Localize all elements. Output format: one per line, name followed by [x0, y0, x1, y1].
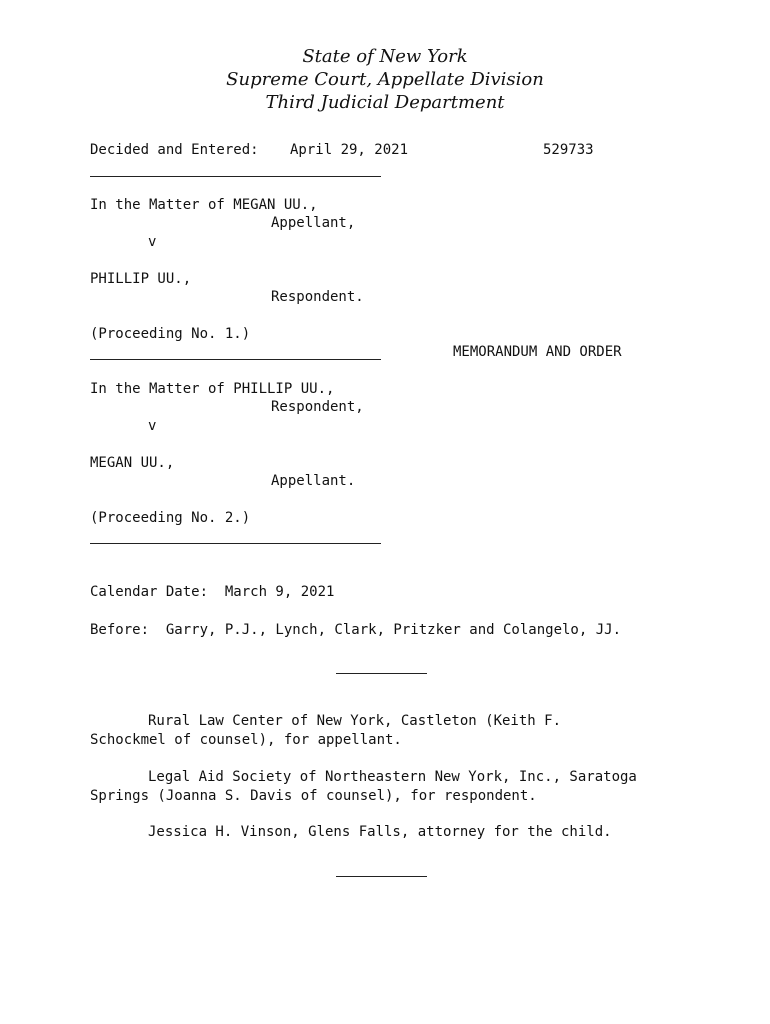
p1-appellant-role: Appellant,: [271, 215, 356, 231]
p2-appellant-name: MEGAN UU.,: [90, 455, 175, 471]
p2-respondent-role: Respondent,: [271, 399, 364, 415]
caption-rule-bottom: [90, 543, 381, 544]
p2-versus: v: [148, 418, 157, 434]
counsel-appellant-line1: Rural Law Center of New York, Castleton (Keith F.: [148, 713, 562, 729]
caption-rule-mid-1: [90, 359, 381, 360]
memorandum-title: MEMORANDUM AND ORDER: [453, 344, 622, 360]
p2-matter: In the Matter of PHILLIP UU.,: [90, 381, 335, 397]
counsel-appellant-line2: Schockmel of counsel), for appellant.: [90, 732, 402, 748]
counsel-child: Jessica H. Vinson, Glens Falls, attorney for the child.: [148, 824, 612, 840]
p2-appellant-role: Appellant.: [271, 473, 356, 489]
court-division: Supreme Court, Appellate Division: [226, 69, 544, 90]
p1-respondent-role: Respondent.: [271, 289, 364, 305]
p1-respondent-name: PHILLIP UU.,: [90, 271, 192, 287]
caption-rule-top: [90, 176, 381, 177]
before-panel: Before: Garry, P.J., Lynch, Clark, Pritzker and Colangelo, JJ.: [90, 622, 622, 638]
p1-versus: v: [148, 234, 157, 250]
p1-matter: In the Matter of MEGAN UU.,: [90, 197, 318, 213]
court-name: State of New York: [302, 46, 468, 67]
p1-label: (Proceeding No. 1.): [90, 326, 251, 342]
p2-label: (Proceeding No. 2.): [90, 510, 251, 526]
calendar-date: Calendar Date: March 9, 2021: [90, 584, 335, 600]
decided-date: April 29, 2021: [290, 142, 409, 158]
counsel-respondent-line2: Springs (Joanna S. Davis of counsel), for respondent.: [90, 788, 537, 804]
docket-number: 529733: [543, 142, 594, 158]
counsel-respondent-line1: Legal Aid Society of Northeastern New York, Inc., Saratoga: [148, 769, 637, 785]
separator-rule-1: [336, 673, 427, 674]
decided-label: Decided and Entered:: [90, 142, 259, 158]
separator-rule-2: [336, 876, 427, 877]
court-department: Third Judicial Department: [265, 92, 505, 113]
